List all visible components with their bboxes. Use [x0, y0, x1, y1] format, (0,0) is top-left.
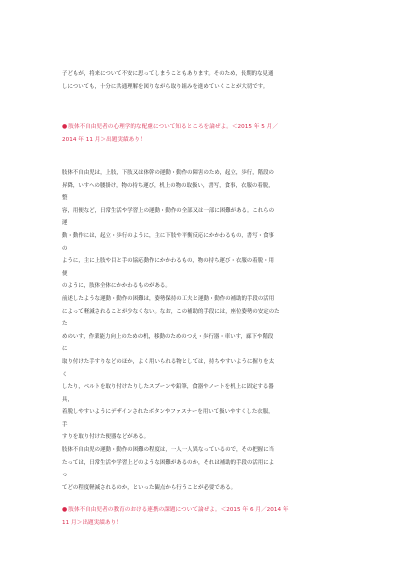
section-heading-psychological-consideration [62, 121, 362, 147]
text-line: に [62, 346, 68, 353]
text-line: 子どもが，将来について不安に思ってしまうこともあります。そのため，長期的な見通 [62, 71, 274, 77]
bullet-icon: ● [62, 123, 68, 130]
text-line: によって軽減されることが少なくない。なお，この補助的手段には，座位姿勢の安定のた [62, 308, 280, 315]
text-line: しについても，十分に共通理解を図りながら取り組みを進めていくことが大切です。 [62, 83, 269, 90]
text-line: ように，主に上肢や目と手の協応動作にかかわるもの，物の持ち運び・衣服の着脱・用 [62, 258, 274, 265]
text-line: すりを取り付けた便器などがある。 [62, 434, 150, 441]
text-line: 肢体不自由児は，上肢，下肢又は体幹の運動・動作の障害のため，起立，歩行，階段の [62, 170, 274, 176]
text-line: 11 月＞出題実績あり！ [62, 519, 122, 526]
intro-paragraph [62, 68, 362, 93]
text-line: 容，用便など，日常生活や学習上の運動・動作の全部又は一部に困難がある。これらの [62, 207, 275, 214]
text-line: っ [62, 472, 68, 479]
text-line: 着脱しやすいようにデザインされたボタンやファスナーを用いて扱いやすくした衣服， [62, 409, 274, 416]
text-line: た [62, 321, 68, 328]
text-line: 2014 年 11 月＞出題実績あり！ [62, 136, 146, 143]
heading-text: 肢体不自由児者の心理学的な配慮について知るところを論ぜよ。＜2015 年 5 月／ [68, 124, 278, 130]
body-paragraph-motor-difficulties [62, 167, 362, 494]
text-line: 具， [62, 396, 73, 403]
text-line: 昇降，いすへの腰掛け，物の持ち運び，机上の物の取扱い，書写，食事，衣服の着脱， [62, 182, 274, 189]
text-line: く [62, 371, 68, 378]
text-line: めのいす，作業能力向上のための机，移動のためのつえ・歩行器・車いす，廊下や階段 [62, 333, 274, 340]
section-heading-education-collaboration [62, 504, 362, 530]
text-line: てどの程度軽減されるのか，といった観点から行うことが必要である。 [62, 484, 237, 491]
text-line: 便 [62, 270, 68, 277]
text-line: 取り付けた手すりなどのほか，よく用いられる物としては，持ちやすいように握りを太 [62, 358, 275, 365]
text-line: 手 [62, 421, 68, 428]
text-line: のように，肢体全体にかかわるものがある。 [62, 283, 171, 290]
text-line: したり，ベルトを取り付けたりしたスプーンや鉛筆，食器やノートを机上に固定する器 [62, 384, 274, 391]
text-line: たっては，日常生活や学習上どのような困難があるのか，それは補助的手段の活用によ [62, 459, 275, 466]
text-line [62, 504, 362, 517]
text-line [62, 121, 362, 134]
text-line: 運 [62, 220, 68, 227]
text-line: の [62, 245, 68, 252]
heading-text: 肢体不自由児者の教育のおける連携の課題について論ぜよ。＜2015 年 6 月／2014 年 [68, 507, 289, 513]
text-line: 整 [62, 195, 68, 202]
text-line: 動・動作には，起立・歩行のように，主に下肢や平衡反応にかかわるもの，書写・食事 [62, 232, 274, 239]
bullet-icon: ● [62, 506, 68, 513]
text-line: 肢体不自由児の運動・動作の困難の程度は，一人一人異なっているので，その把握に当 [62, 447, 275, 454]
text-line: 前述したような運動・動作の困難は，姿勢保持の工夫と運動・動作の補助的手段の活用 [62, 295, 275, 302]
